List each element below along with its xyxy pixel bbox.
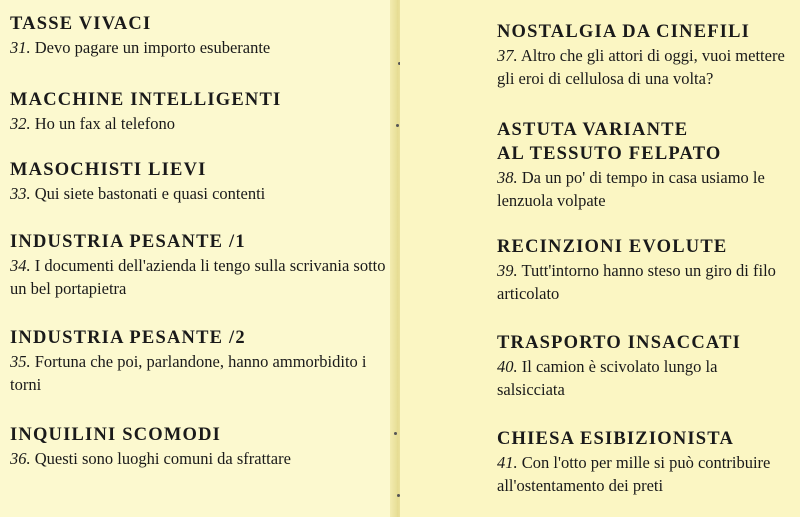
entry-number: 38. <box>497 168 518 187</box>
print-speck <box>396 124 399 127</box>
entry-body <box>10 447 390 470</box>
entry-text: Tutt'intorno hanno steso un giro di filo articolato <box>497 261 776 303</box>
entry-text: Il camion è scivolato lungo la salsicciata <box>497 357 718 399</box>
entry-34 <box>10 230 390 300</box>
entry-body <box>497 166 787 212</box>
print-speck <box>394 432 397 435</box>
entry-title: TASSE VIVACI <box>10 14 152 34</box>
right-page <box>400 0 800 517</box>
left-page <box>0 0 392 517</box>
entry-41 <box>497 427 787 497</box>
entry-32 <box>10 88 390 135</box>
entry-title: INQUILINI SCOMODI <box>10 425 222 445</box>
entry-31 <box>10 12 390 59</box>
entry-body <box>497 44 787 90</box>
entry-number: 34. <box>10 256 31 275</box>
entry-title: MACCHINE INTELLIGENTI <box>10 90 282 110</box>
entry-title: INDUSTRIA PESANTE /2 <box>10 328 246 348</box>
entry-text: Altro che gli attori di oggi, vuoi mettere gli eroi di cellulosa di una volta? <box>497 46 785 88</box>
entry-body <box>10 112 390 135</box>
entry-body <box>497 355 787 401</box>
entry-text: Con l'otto per mille si può contribuire all'ostentamento dei preti <box>497 453 771 495</box>
entry-title: TRASPORTO INSACCATI <box>497 333 742 353</box>
entry-number: 36. <box>10 449 31 468</box>
entry-number: 39. <box>497 261 518 280</box>
entry-text: Da un po' di tempo in casa usiamo le lenzuola volpate <box>497 168 765 210</box>
entry-text: Devo pagare un importo esuberante <box>34 38 271 57</box>
entry-40 <box>497 331 787 401</box>
entry-title: INDUSTRIA PESANTE /1 <box>10 232 246 252</box>
entry-number: 31. <box>10 38 31 57</box>
entry-body <box>497 259 787 305</box>
entry-number: 32. <box>10 114 31 133</box>
entry-number: 33. <box>10 184 31 203</box>
entry-text: I documenti dell'azienda li tengo sulla scrivania sotto un bel portapietra <box>10 256 386 298</box>
entry-33 <box>10 158 390 205</box>
entry-text: Questi sono luoghi comuni da sfrattare <box>34 449 291 468</box>
entry-title: NOSTALGIA DA CINEFILI <box>497 22 751 42</box>
entry-body <box>10 36 390 59</box>
entry-title: RECINZIONI EVOLUTE <box>497 237 728 257</box>
entry-number: 37. <box>497 46 518 65</box>
entry-body <box>10 350 390 396</box>
entry-text: Ho un fax al telefono <box>34 114 175 133</box>
entry-body <box>497 451 787 497</box>
entry-title: CHIESA ESIBIZIONISTA <box>497 429 735 449</box>
entry-text: Qui siete bastonati e quasi contenti <box>34 184 266 203</box>
entry-37 <box>497 20 787 90</box>
entry-36 <box>10 423 390 470</box>
entry-title: ASTUTA VARIANTE AL TESSUTO FELPATO <box>497 120 722 164</box>
entry-38 <box>497 118 787 212</box>
entry-body <box>10 182 390 205</box>
entry-39 <box>497 235 787 305</box>
entry-body <box>10 254 390 300</box>
entry-number: 35. <box>10 352 31 371</box>
entry-number: 40. <box>497 357 518 376</box>
entry-number: 41. <box>497 453 518 472</box>
entry-text: Fortuna che poi, parlandone, hanno ammorbidito i torni <box>10 352 367 394</box>
entry-35 <box>10 326 390 396</box>
entry-title: MASOCHISTI LIEVI <box>10 160 207 180</box>
